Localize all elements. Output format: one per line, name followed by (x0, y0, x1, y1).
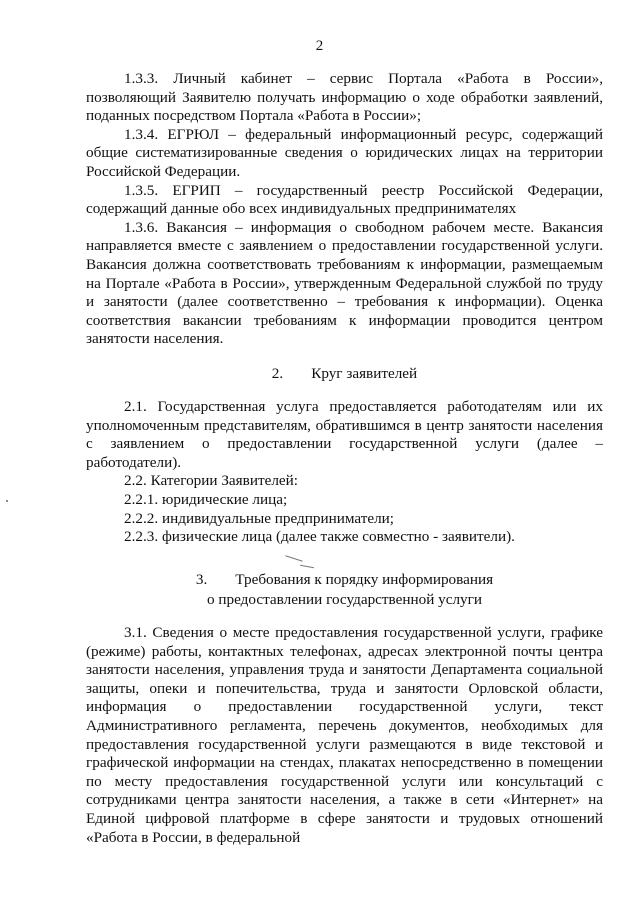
section-3-number: 3. (195, 571, 208, 588)
scan-mark (300, 565, 314, 568)
page-number: 2 (315, 38, 324, 54)
section-2-heading (86, 364, 603, 384)
definitions-block (86, 70, 603, 349)
paragraph-2-2-1: 2.2.1. юридические лица; (124, 490, 288, 508)
paragraph-2-2-2: 2.2.2. индивидуальные предприниматели; (124, 509, 395, 527)
scan-dot (6, 500, 8, 502)
section-2-number: 2. (271, 365, 284, 382)
section-3-body (86, 624, 603, 847)
paragraph-2-2-3: 2.2.3. физические лица (далее также совместно - заявители). (124, 528, 515, 546)
section-3-title-line-2: о предоставлении государственной услуги (206, 591, 483, 608)
paragraph-2-1: 2.1. Государственная услуга предоставляется работодателям или их уполномоченным представителям, обратившимся в центр занятости населения с заявлением о предоставлении государственной услуги (далее – работодатели). (86, 398, 603, 471)
section-3-heading (86, 570, 603, 610)
definition-1-3-4: 1.3.4. ЕГРЮЛ – федеральный информационный ресурс, содержащий общие систематизированные сведения о юридических лицах на территории Российской Федерации. (86, 125, 603, 180)
scan-mark (285, 555, 302, 562)
definition-1-3-3: 1.3.3. Личный кабинет – сервис Портала «Работа в России», позволяющий Заявителю получать информацию о ходе обработки заявлений, поданных посредством Портала «Работа в России»; (86, 70, 603, 125)
definition-1-3-6: 1.3.6. Вакансия – информация о свободном рабочем месте. Вакансия направляется вместе с заявлением о предоставлении государственной услуги. Вакансия должна соответствовать требованиям к информации, размещаемым на Портале «Работа в России», утвержденным Федеральной службой по труду и занятости (далее соответственно – требования к информации). Оценка соответствия вакансии требованиям к информации проводится центром занятости населения. (86, 218, 603, 348)
paragraph-2-2: 2.2. Категории Заявителей: (124, 472, 299, 490)
section-3-title-line-1: Требования к порядку информирования (235, 571, 494, 588)
section-2-body (86, 398, 603, 547)
definition-1-3-5: 1.3.5. ЕГРИП – государственный реестр Российской Федерации, содержащий данные обо всех индивидуальных предпринимателях (86, 181, 603, 218)
paragraph-3-1: 3.1. Сведения о месте предоставления государственной услуги, графике (режиме) работы, контактных телефонах, адресах электронной почты центра занятости населения, управления труда и занятости Департамента социальной защиты, опеки и попечительства, труда и занятости Орловской области, информация о предоставлении государственной услуги, текст Административного регламента, перечень документов, необходимых для предоставления государственной услуги размещаются в виде текстовой и графической информации на стендах, плакатах непосредственно в помещении по месту предоставления государственной услуги или консультаций с сотрудниками центра занятости населения, а также в сети «Интернет» на Единой цифровой платформе в сфере занятости и трудовых отношений «Работа в России, в федеральной (86, 624, 603, 846)
section-2-title: Круг заявителей (311, 365, 418, 382)
